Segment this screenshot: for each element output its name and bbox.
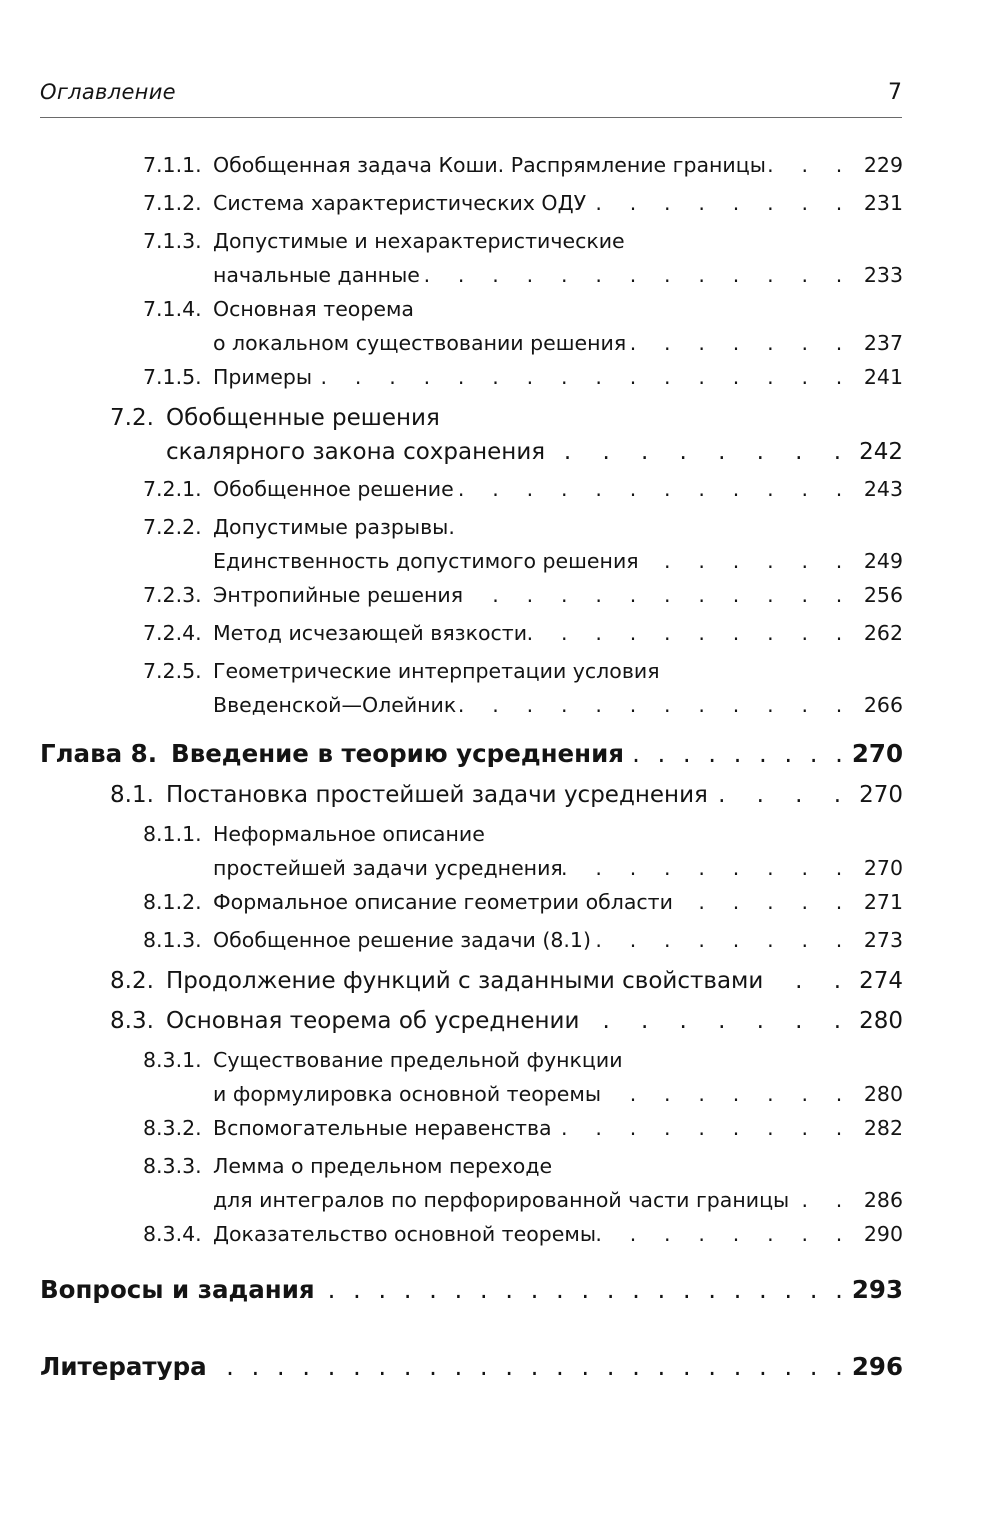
chapter-page: 270 xyxy=(851,739,903,768)
leader-dots xyxy=(789,1188,857,1212)
entry-page: 280 xyxy=(859,1008,903,1034)
entry-number: 7.2. xyxy=(110,405,154,431)
entry-page: 243 xyxy=(863,477,903,501)
section-page: 293 xyxy=(851,1275,903,1304)
entry-page: 270 xyxy=(859,782,903,808)
section-title: Литература xyxy=(40,1352,207,1381)
entry-number: 8.3.3. xyxy=(143,1154,202,1178)
leader-dots xyxy=(563,856,857,880)
entry-page: 256 xyxy=(863,583,903,607)
leader-dots xyxy=(312,365,857,389)
entry-title: Неформальное описание xyxy=(213,822,485,846)
entry-title: Основная теорема об усреднении xyxy=(166,1008,580,1034)
section-page: 296 xyxy=(851,1352,903,1381)
toc-entry-7-2[interactable] xyxy=(110,405,903,473)
entry-title: Метод исчезающей вязкости xyxy=(213,621,528,645)
toc-entry-8-3[interactable] xyxy=(110,1008,903,1042)
entry-title: Обобщенная задача Коши. Распрямление границы xyxy=(213,153,766,177)
entry-page: 241 xyxy=(863,365,903,389)
toc-entry-7-1-3[interactable] xyxy=(143,229,903,297)
leader-dots xyxy=(596,1222,857,1246)
toc-entry-8-2[interactable] xyxy=(110,968,903,1002)
header-rule xyxy=(40,117,902,118)
entry-number: 7.1.5. xyxy=(143,365,202,389)
leader-dots xyxy=(579,1008,857,1034)
entry-title: Энтропийные решения xyxy=(213,583,464,607)
entry-number: 7.1.4. xyxy=(143,297,202,321)
toc-chapter-8[interactable] xyxy=(40,739,903,773)
entry-number: 8.3. xyxy=(110,1008,154,1034)
toc-entry-7-1-2[interactable] xyxy=(143,191,903,225)
page-number: 7 xyxy=(888,80,902,105)
entry-title: Продолжение функций с заданными свойствами xyxy=(166,968,764,994)
entry-number: 8.3.1. xyxy=(143,1048,202,1072)
entry-page: 273 xyxy=(863,928,903,952)
entry-title-continued: о локальном существовании решения xyxy=(213,331,627,355)
entry-title: Доказательство основной теоремы xyxy=(213,1222,597,1246)
running-header xyxy=(40,80,902,114)
entry-title: Обобщенное решение задачи (8.1) xyxy=(213,928,591,952)
entry-title-continued: скалярного закона сохранения xyxy=(166,439,546,465)
entry-title-continued: Единственность допустимого решения xyxy=(213,549,639,573)
entry-number: 8.2. xyxy=(110,968,154,994)
entry-page: 262 xyxy=(863,621,903,645)
entry-page: 274 xyxy=(859,968,903,994)
toc-entry-7-2-1[interactable] xyxy=(143,477,903,511)
entry-page: 270 xyxy=(863,856,903,880)
entry-title: Существование предельной функции xyxy=(213,1048,623,1072)
entry-page: 290 xyxy=(863,1222,903,1246)
toc-entry-7-1-5[interactable] xyxy=(143,365,903,399)
entry-page: 271 xyxy=(863,890,903,914)
leader-dots xyxy=(601,1082,857,1106)
entry-number: 8.1.2. xyxy=(143,890,202,914)
leader-dots xyxy=(639,549,857,573)
entry-number: 8.1.1. xyxy=(143,822,202,846)
leader-dots xyxy=(315,1275,852,1304)
leader-dots xyxy=(207,1352,852,1381)
leader-dots xyxy=(626,331,857,355)
entry-title-continued: начальные данные xyxy=(213,263,420,287)
leader-dots xyxy=(420,263,857,287)
entry-page: 229 xyxy=(863,153,903,177)
entry-page: 280 xyxy=(863,1082,903,1106)
entry-page: 266 xyxy=(863,693,903,717)
toc-entry-7-1-4[interactable] xyxy=(143,297,903,365)
entry-number: 7.2.1. xyxy=(143,477,202,501)
entry-number: 8.3.4. xyxy=(143,1222,202,1246)
entry-title: Система характеристических ОДУ xyxy=(213,191,587,215)
entry-title-continued: простейшей задачи усреднения xyxy=(213,856,563,880)
entry-page: 282 xyxy=(863,1116,903,1140)
entry-title: Основная теорема xyxy=(213,297,414,321)
toc-entry-8-3-2[interactable] xyxy=(143,1116,903,1150)
toc-entry-7-2-4[interactable] xyxy=(143,621,903,655)
entry-title: Формальное описание геометрии области xyxy=(213,890,673,914)
entry-title: Лемма о предельном переходе xyxy=(213,1154,553,1178)
chapter-number: Глава 8. xyxy=(40,739,158,768)
leader-dots xyxy=(463,583,857,607)
leader-dots xyxy=(456,693,857,717)
leader-dots xyxy=(527,621,857,645)
leader-dots xyxy=(545,439,857,465)
entry-title: Постановка простейшей задачи усреднения xyxy=(166,782,708,808)
entry-page: 286 xyxy=(863,1188,903,1212)
leader-dots xyxy=(552,1116,857,1140)
entry-page: 237 xyxy=(863,331,903,355)
chapter-title: Введение в теорию усреднения xyxy=(171,739,624,768)
entry-title: Вспомогательные неравенства xyxy=(213,1116,552,1140)
toc-questions-and-tasks[interactable] xyxy=(40,1275,903,1309)
leader-dots xyxy=(586,191,857,215)
entry-number: 8.1.3. xyxy=(143,928,202,952)
entry-title: Обобщенное решение xyxy=(213,477,454,501)
entry-number: 7.1.1. xyxy=(143,153,202,177)
entry-number: 8.1. xyxy=(110,782,154,808)
toc-entry-8-1-3[interactable] xyxy=(143,928,903,962)
entry-page: 233 xyxy=(863,263,903,287)
entry-number: 7.2.4. xyxy=(143,621,202,645)
leader-dots xyxy=(624,739,852,768)
entry-title: Обобщенные решения xyxy=(166,405,440,431)
toc-entry-8-3-1[interactable] xyxy=(143,1048,903,1116)
toc-entry-7-1-1[interactable] xyxy=(143,153,903,187)
entry-number: 7.1.3. xyxy=(143,229,202,253)
toc-literature[interactable] xyxy=(40,1352,903,1386)
leader-dots xyxy=(766,153,857,177)
toc-entry-8-1[interactable] xyxy=(110,782,903,816)
section-title: Вопросы и задания xyxy=(40,1275,315,1304)
toc-entry-8-1-1[interactable] xyxy=(143,822,903,890)
toc-entry-8-1-2[interactable] xyxy=(143,890,903,924)
entry-title: Допустимые и нехарактеристические xyxy=(213,229,625,253)
entry-title: Примеры xyxy=(213,365,313,389)
entry-page: 231 xyxy=(863,191,903,215)
entry-number: 7.2.3. xyxy=(143,583,202,607)
running-title: Оглавление xyxy=(40,80,176,104)
entry-title-continued: Введенской—Олейник xyxy=(213,693,457,717)
leader-dots xyxy=(763,968,857,994)
entry-title: Допустимые разрывы. xyxy=(213,515,455,539)
entry-page: 249 xyxy=(863,549,903,573)
leader-dots xyxy=(591,928,857,952)
entry-page: 242 xyxy=(859,439,903,465)
leader-dots xyxy=(454,477,857,501)
toc-entry-7-2-5[interactable] xyxy=(143,659,903,727)
toc-entry-8-3-4[interactable] xyxy=(143,1222,903,1256)
entry-number: 7.1.2. xyxy=(143,191,202,215)
toc-entry-8-3-3[interactable] xyxy=(143,1154,903,1222)
entry-number: 8.3.2. xyxy=(143,1116,202,1140)
entry-number: 7.2.2. xyxy=(143,515,202,539)
entry-title-continued: для интегралов по перфорированной части границы xyxy=(213,1188,790,1212)
entry-title: Геометрические интерпретации условия xyxy=(213,659,660,683)
entry-number: 7.2.5. xyxy=(143,659,202,683)
leader-dots xyxy=(708,782,857,808)
toc-entry-7-2-3[interactable] xyxy=(143,583,903,617)
toc-entry-7-2-2[interactable] xyxy=(143,515,903,583)
leader-dots xyxy=(673,890,857,914)
entry-title-continued: и формулировка основной теоремы xyxy=(213,1082,602,1106)
